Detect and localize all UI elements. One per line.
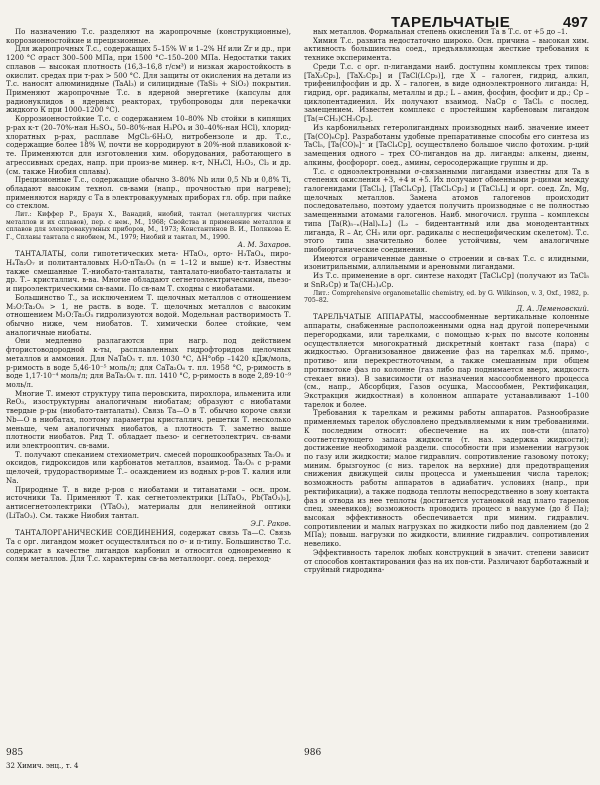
author-signature: А. М. Захаров.	[237, 240, 291, 250]
signature-mark: 32 Химич. энц., т. 4	[6, 762, 79, 770]
paragraph: По назначению Т.с. разделяют на жаропрочные (конструкционные), коррозионностойкие и прецизионные.	[6, 28, 291, 45]
paragraph: Природные Т. в виде р-ров с ниобатами и титанатами – осн. пром. источники Та. Применяют Т. как сегнетоэлектрики [LiTaO₃, Pb(TaO₃)₂], антисегнетоэлектрики (YTaO₃), материалы для нелинейной оптики (LiTaO₃). См. также Ниобия тантал.	[6, 484, 291, 520]
page-number-top: 497	[562, 14, 588, 31]
paragraph: Для жаропрочных Т.с., содержащих 5–15% W и 1–2% Hf или Zr и др., при 1200 °С σраст 300–500 МПа, при 1500 °С–150–200 МПа. Недостатки таких сплавов — высокая плотность (16,3–16,8 г/см³) и низкая жаростойкость в окислит. средах при т-рах > 500 °С. Для защиты от окисления на детали из Т.с. наносят алюминидные (TaAl₃) и силицидные (TaSi₂ + SiO₂) покрытия. Применяют жаропрочные Т.с. в ядерной энергетике (капсулы для радионуклидов в ядерных реакторах, трубопроводы для перекачки жидкого К при 1000–1200 °С).	[6, 44, 291, 115]
paragraph: Большинство Т., за исключением Т. щелочных металлов с отношением M₂O:Ta₂O₅ > 1, не раств. в воде. Т. щелочных металлов с высоким отношением M₂O:Ta₂O₅ гидролизуются водой. Модельная растворимость Т. обычно ниже, чем ниобатов. Т. химически более стойкие, чем аналогичные ниобаты.	[6, 292, 291, 337]
author-signature: Д. А. Леменовский.	[516, 303, 589, 313]
paragraph: ТАРЕЛЬЧАТЫЕ АППАРАТЫ, массообменные вертикальные колонные аппараты, снабженные расположенными одна над другой поперечными перегородками, или тарелками, с помощью к-рых по высоте колонны осуществляется многократный дискретный контакт газа (пара) с жидкостью. Организованное движение фаз на тарелках м.б. прямо-, противо- или перекрестноточным, а также смешанным при общем противотоке фаз по колонне (газ либо пар поднимается вверх, жидкость стекает вниз). В зависимости от назначения массообменного процесса (см., напр., Абсорбция, Газов осушка, Массообмен, Ректификация, Экстракция жидкостная) в колонном аппарате устанавливают 1–100 тарелок и более.	[304, 312, 589, 409]
encyclopedia-page	[6, 4, 592, 779]
running-head: ТАРЕЛЬЧАТЫЕ	[391, 14, 511, 31]
paragraph: Имеются ограниченные данные о строении и св-вах Т.с. с илидными, изонитрильными, аллильными и ареновыми лигандами.	[304, 253, 589, 272]
paragraph: Прецизионные Т.с., содержащие обычно 3–80% Nb или 0,5 Nb и 0,8% Ti, обладают высоким технол. св-вами (напр., прочностью при нагреве); применяются наряду с Та в электровакуумных приборах гл. обр. при пайке со стеклом.	[6, 175, 291, 211]
paragraph: Т.с. с одноэлектронными σ-связанными лигандами известны для Та в степенях окисления +3, +4 и +5. Их получают обменными р-циями между галогенидами [TaCl₅], [TaCl₄Cp], [TaCl₃Cp₂] и [TaCl₃L] и орг. соед. Zn, Mg, щелочных металлов. Замена атомов галогенов происходит последовательно, поэтому удается получить производные с не полностью замещенными атомами галогенов. Наиб. многочисл. группа – комплексы типа [Ta(R)₅₋ₙ(Hal)ₙL₂] (L₂ – бидентантный или два монодентантных лиганда, R – Ar, CH₃ или орг. радикалы с неспецифическим скелетом). Т.с. этого типа значительно более устойчивы, чем аналогичные пиобиорганические соединения.	[304, 166, 589, 254]
reference-note: Лит.: Киффер Р., Браун Х., Ванадий, ниобий, тантал (металлургия чистых металлов и их сплавов), пер. с нем., М., 1968; Свойства и применение металлов и сплавов для электровакуумных приборов, М., 1973; Константинов В. И., Полякова Е. Г., Сплавы тантала с ниобием, М., 1979; Ниобий и тантал, М., 1990.	[6, 211, 291, 241]
paragraph: Из карбонильных гетеролигандных производных наиб. значение имеет [Ta(CO)₆Cp]. Разработаны удобные препаративные способы его синтеза из TaCl₅, [Ta(CO)₆]⁻ и [TaCl₄Cp], осуществлено большое число фотохим. р-ций замещения одного – трех СО-лигандов на др. лиганды: алкены, диены, алкины, фосфорорг. соед., амины, серосодержащие группы и др.	[304, 122, 589, 167]
page-number-right: 986	[304, 748, 322, 758]
reference-note: Лит.: Comprehensive organometallic chemistry, ed. by G. Wilkinson, v. 3, Oxf., 1982, p. 705–82.	[304, 289, 589, 305]
right-column	[304, 28, 589, 743]
paragraph: Требования к тарелкам и режимы работы аппаратов. Разнообразие применяемых тарелок обусловлено предъявляемыми к ним требованиями. К последним относят: обеспечение на их пов-сти (плато) соответствующего запаса жидкости (т. наз. задержка жидкости); достижение необходимой раздели. способности при изменении нагрузок по газу или жидкости; малое гидравлич. сопротивление газовому потоку; миним. брызгоунос (с низ. тарелок на верхние) для предотвращения снижения движущей силы процесса и уменьшения числа тарелок; возможность работы аппаратов в адиабатич. условиях (напр., при ректификации), а также подвода теплоты непосредственно в зону контакта фаз и отвода из нее теплоты (достигается установкой над плато тарелок спец. змеевиков); возможность проводить процесс в вакууме (до 8 Па); высокая эффективность обеспечивается при миним. гидравлич. сопротивлении и малых нагрузках по жидкости либо под давлением (до 2 МПа); повыш. нагрузки по жидкости, влияние гидравлич. сопротивления невелико.	[304, 408, 589, 549]
paragraph: ТАНТАЛАТЫ, соли гипотетических мета- HTaO₃, орто- H₃TaO₄, пиро- H₄Ta₂O₇ и политанталовых H₂O·nTa₂O₅ (n = 1–12 и выше) к-т. Известны также смешанные Т.-ниобато-танталаты, танталато-ниобато-танталаты и др. Т.– кристаллич. в-ва. Многие обладают сегнетоэлектрическими, пьезо- и пироэлектрическими св-вами. По св-вам Т. сходны с ниобатами.	[6, 249, 291, 294]
left-column	[6, 28, 291, 743]
paragraph: ных металлов. Формальная степень окисления Та в Т.с. от +5 до –1.	[313, 28, 568, 36]
paragraph: Коррозионностойкие Т.с. с содержанием 10–80% Nb стойки в кипящих р-рах к-т (20–70%-ная H₂SO₄, 50–80%-ная H₃PO₄ и 30–40%-ная HCl), хлорид-хлоратных р-рах, расплаве MgCl₂·6H₂O, нитробензоле и др. Т.с., содержащие более 18% W, почти не корродируют в 20%-ной плавиковой к-те. Применяются для изготовления хим. оборудования, работающего в агрессивных средах, напр. при произ-ве минер. к-т, NH₄Cl, H₂O₂, Cl₂ и др. (см. также Ниобия сплавы).	[6, 114, 291, 176]
paragraph: Они медленно разлагаются при нагр. под действием фтористоводородной к-ты, расплавленных гидрофторидов щелочных металлов и аммония. Для NaTaO₃ т. пл. 1030 °С, ΔH°обр –1420 кДж/моль, р-римость в воде 5,46·10⁻⁵ моль/л; для CaTa₂O₆ т. пл. 1958 °С, р-римость в воде 1,17·10⁻⁴ моль/л; для BaTa₂O₆ т. пл. 1410 °С, р-римость в воде 2,89·10⁻⁹ моль/л.	[6, 336, 291, 389]
author-signature: Э.Г. Раков.	[250, 519, 291, 529]
paragraph: ТАНТАЛОРГАНИЧЕСКИЕ СОЕДИНЕНИЯ, содержат связь Та—C. Связь Та с орг. лигандом может осуществляться по σ- и π-типу. Большинство Т.с. содержат в качестве лигандов карбонил и относятся одновременно к солям металлов. Для Т.с. характерны св-ва металлоорг. соед. переход-	[6, 528, 291, 564]
paragraph: Из Т.с. применение в орг. синтезе находят [TaCl₄Cp] (получают из TaCl₅ и SnR₂Cp) и Ta(CH₃)₄Cp.	[304, 271, 589, 289]
paragraph: Многие Т. имеют структуру типа перовскита, пирохлора, ильменита или ReO₃, изоструктурны аналогичным ниобатам; образуют с ниобатами твердые р-ры (ниобато-танталаты). Связь Та—O в Т. обычно короче связи Nb—O в ниобатах, поэтому параметры кристаллич. решетки Т. несколько меньше, чем аналогичных ниобатов, а плотность Т. заметно выше плотности ниобатов. Ряд Т. обладает пьезо- и сегнетоэлектрич. св-вами или электрооптич. св-вами.	[6, 388, 291, 450]
paragraph: Химия Т.с. развита недостаточно широко. Осн. причина – высокая хим. активность большинства соед., предъявляющая жесткие требования к технике эксперимента.	[304, 35, 589, 63]
paragraph: Эффективность тарелок любых конструкций в значит. степени зависит от способов контактирования фаз на их пов-сти. Различают барботажный и струйный гидродина-	[304, 547, 589, 575]
paragraph: Среди Т.с. с орг. π-лигандами наиб. доступны комплексы трех типов: [TaX₂Cp₂], [TaX₂Cp₂] и [TaCl(LCp₂)], где X – галоген, гидрид, алкил, трифенилфосфин и др. Х – галоген, в виде одноэлектронного лиганда: Н, гидрид, орг. радикалы, металлы и др.; L – амин, фосфин, фосфит и др.; Ср – циклопентадиенил. Их получают взаимод. NaCp с TaCl₅ с послед. замещением. Известен комплекс с простейшим карбеновым лигандом [Ta(=CH₂)CH₃Cp₂].	[304, 61, 589, 124]
paragraph: Т. получают спеканием стехиометрич. смесей порошкообразных Ta₂O₅ и оксидов, гидроксидов или карбонатов металлов, взаимод. Ta₂O₅ с р-рами щелочей, трудорастворимые Т.– осаждением из водных р-ров Т. калия или Na.	[6, 449, 291, 485]
page-number-left: 985	[6, 748, 24, 758]
page-footer	[6, 746, 592, 778]
